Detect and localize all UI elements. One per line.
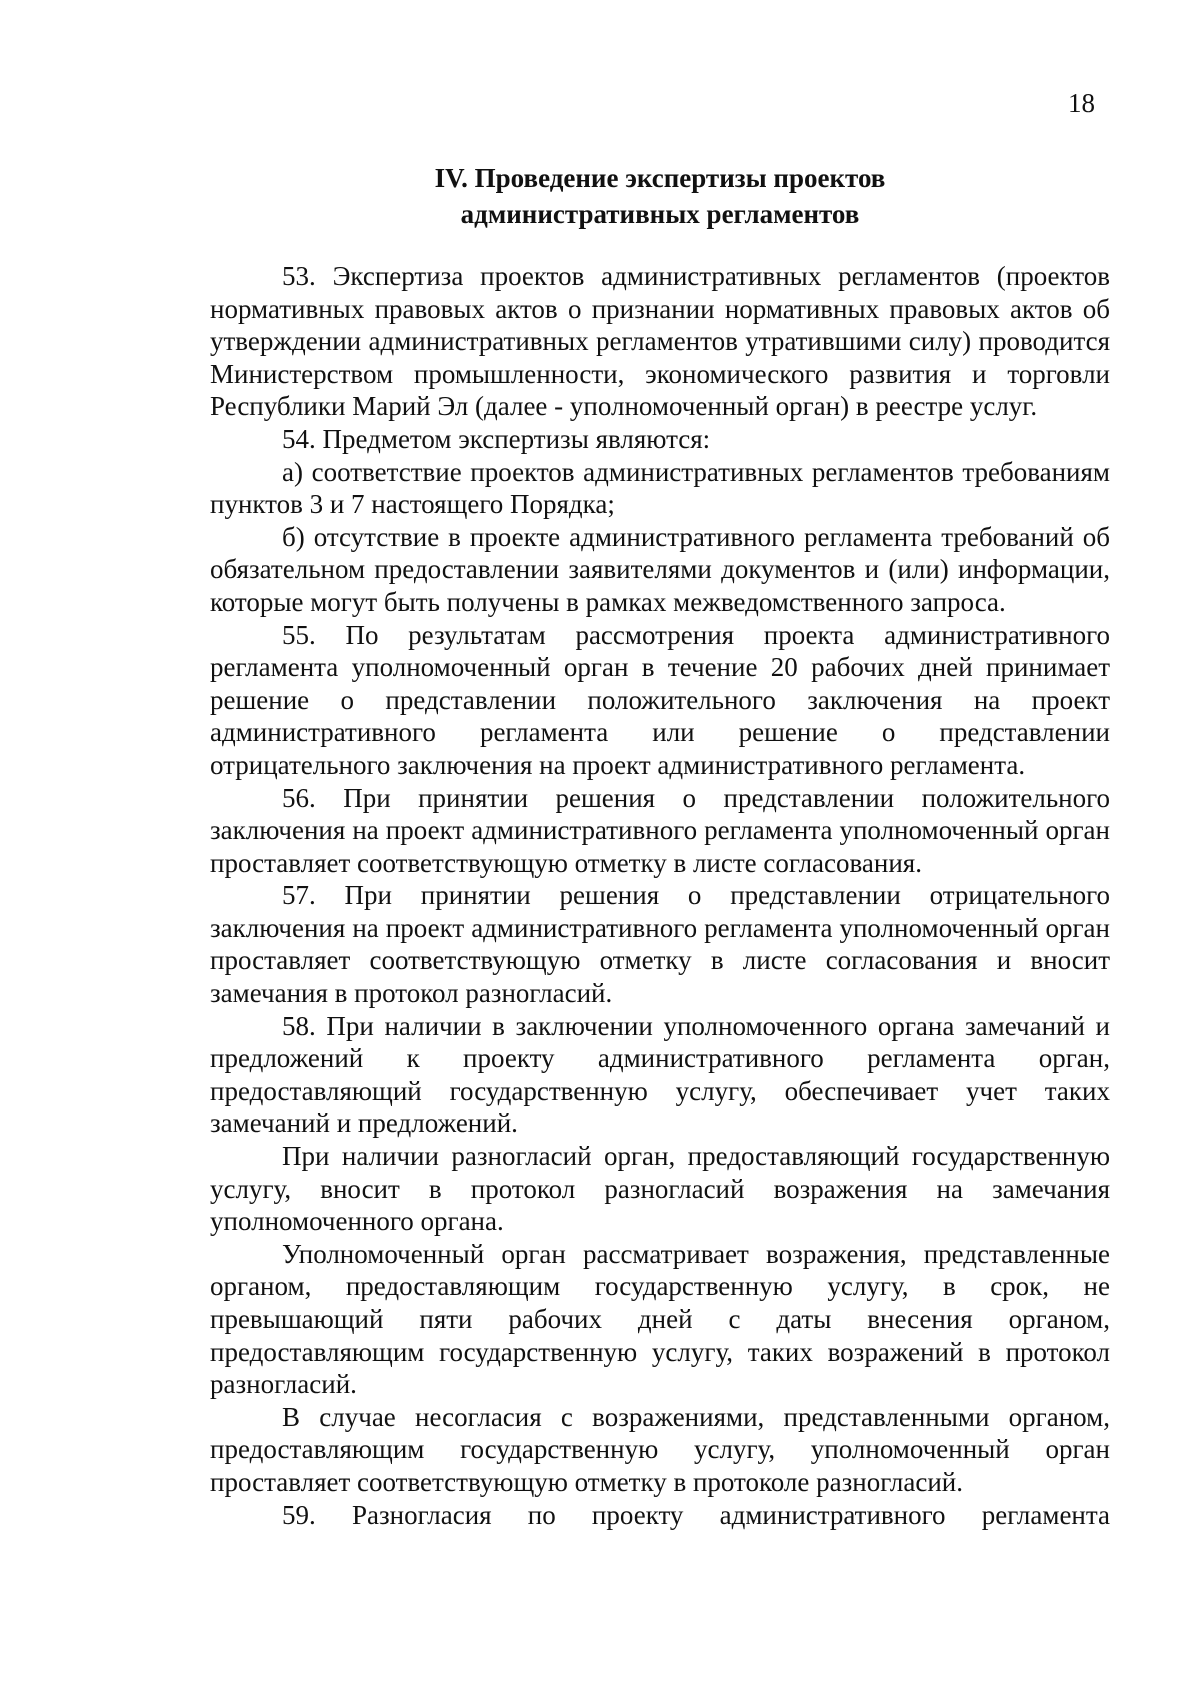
document-body bbox=[210, 260, 1110, 1531]
paragraph-53: 53. Экспертиза проектов административных регламентов (проектов нормативных правовых актов о признании нормативных правовых актов об утверждении административных регламентов утратившими силу) проводится Министерством промышленности, экономического развития и торговли Республики Марий Эл (далее - уполномоченный орган) в реестре услуг. bbox=[210, 261, 1110, 422]
paragraph-57: 57. При принятии решения о представлении отрицательного заключения на проект административного регламента уполномоченный орган проставляет соответствующую отметку в листе согласования и вносит замечания в протокол разногласий. bbox=[210, 880, 1110, 1009]
paragraph-58: 58. При наличии в заключении уполномоченного органа замечаний и предложений к проекту административного регламента орган, предоставляющий государственную услугу, обеспечивает учет таких замечаний и предложений. bbox=[210, 1010, 1110, 1139]
paragraph-55: 55. По результатам рассмотрения проекта административного регламента уполномоченный орган в течение 20 рабочих дней принимает решение о представлении положительного заключения на проект административного регламента или решение о представлении отрицательного заключения на проект административного регламента. bbox=[210, 619, 1110, 780]
paragraph-54-b: б) отсутствие в проекте административного регламента требований об обязательном предоставлении заявителями документов и (или) информации, которые могут быть получены в рамках межведомственного запроса. bbox=[210, 521, 1110, 617]
paragraph-54: 54. Предметом экспертизы являются: bbox=[282, 423, 711, 454]
section-heading bbox=[210, 160, 1110, 232]
paragraph-56: 56. При принятии решения о представлении положительного заключения на проект административного регламента уполномоченный орган проставляет соответствующую отметку в листе согласования. bbox=[210, 782, 1110, 878]
paragraph-58-nonagreement: В случае несогласия с возражениями, представленными органом, предоставляющим государственную услугу, уполномоченный орган проставляет соответствующую отметку в протоколе разногласий. bbox=[210, 1401, 1110, 1497]
paragraph-54-a: а) соответствие проектов административных регламентов требованиям пунктов 3 и 7 настоящего Порядка; bbox=[210, 456, 1110, 520]
section-heading-line-2: административных регламентов bbox=[460, 199, 860, 229]
page-number: 18 bbox=[1068, 88, 1095, 118]
paragraph-58-review: Уполномоченный орган рассматривает возражения, представленные органом, предоставляющим государственную услугу, в срок, не превышающий пяти рабочих дней с даты внесения органом, предоставляющим государственную услугу, таких возражений в протокол разногласий. bbox=[210, 1238, 1110, 1400]
section-heading-line-1: IV. Проведение экспертизы проектов bbox=[434, 163, 886, 193]
paragraph-58-disagreements: При наличии разногласий орган, предоставляющий государственную услугу, вносит в протокол разногласий возражения на замечания уполномоченного органа. bbox=[210, 1141, 1110, 1237]
paragraph-59: 59. Разногласия по проекту административного регламента bbox=[282, 1499, 1110, 1530]
